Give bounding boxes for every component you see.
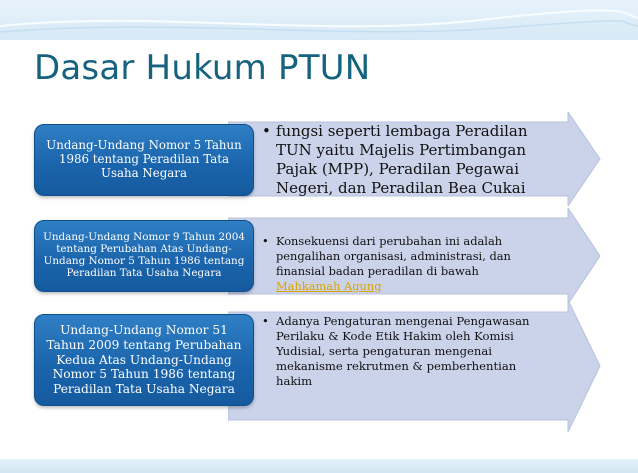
law-box-1	[34, 124, 254, 196]
bullet-item-3	[262, 314, 552, 389]
header-wave-decoration	[0, 0, 638, 40]
bullet-list-3	[262, 314, 552, 389]
header-band	[0, 0, 638, 40]
mahkamah-agung-link[interactable]: Mahkamah Agung	[276, 279, 382, 293]
law-box-2	[34, 220, 254, 292]
bullet-text-1: fungsi seperti lembaga Peradilan TUN yaitu Majelis Pertimbangan Pajak (MPP), Peradilan Pegawai Negeri, dan Peradilan Bea Cukai	[276, 122, 528, 197]
bullet-item-2	[262, 234, 542, 294]
law-label-3: Undang-Undang Nomor 51 Tahun 2009 tentang Perubahan Kedua Atas Undang-Undang Nomor 5 Tahun 1986 tentang Peradilan Tata Usaha Negara	[46, 323, 242, 396]
law-box-3	[34, 314, 254, 406]
bullet-text-3: Adanya Pengaturan mengenai Pengawasan Perilaku & Kode Etik Hakim oleh Komisi Yudisial, serta pengaturan mengenai mekanisme rekrutmen & pemberhentian hakim	[276, 314, 530, 388]
bullet-list-2	[262, 234, 542, 294]
slide-title: Dasar Hukum PTUN	[34, 48, 371, 88]
footer-band	[0, 459, 638, 473]
law-label-2: Undang-Undang Nomor 9 Tahun 2004 tentang Perubahan Atas Undang-Undang Nomor 5 Tahun 1986 tentang Peradilan Tata Usaha Negara	[43, 231, 245, 279]
bullet-item-1	[262, 122, 562, 198]
bullet-text-2: Konsekuensi dari perubahan ini adalah pengalihan organisasi, administrasi, dan finansial badan peradilan di bawah	[276, 234, 511, 278]
bullet-list-1	[262, 122, 562, 198]
law-label-1: Undang-Undang Nomor 5 Tahun 1986 tentang Peradilan Tata Usaha Negara	[46, 138, 242, 180]
